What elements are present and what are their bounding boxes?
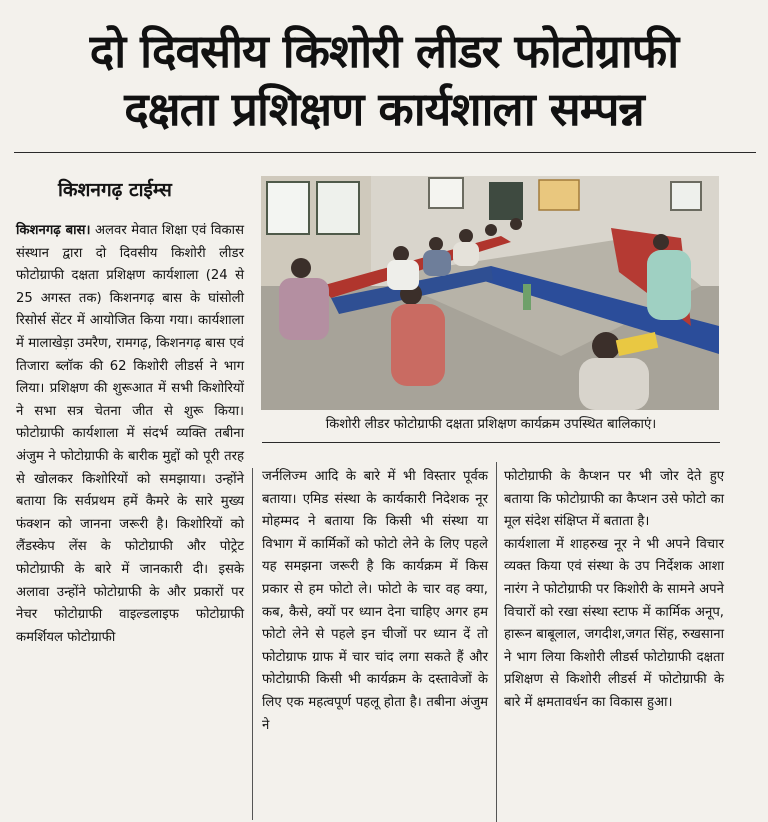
column-divider bbox=[252, 468, 253, 820]
column-divider bbox=[496, 462, 497, 822]
workshop-photo bbox=[261, 176, 719, 410]
article-paragraph: फोटोग्राफी के कैप्शन पर भी जोर देते हुए बताया कि फोटोग्राफी का कैप्शन उसे फोटो का मूल संदेश संक्षिप्त में बताता है। bbox=[504, 469, 724, 530]
headline bbox=[14, 22, 754, 138]
article-paragraph: अलवर मेवात शिक्षा एवं विकास संस्थान द्वारा दो दिवसीय किशोरी लीडर फोटोग्राफी दक्षता प्रशिक्षण कार्यशाला (24 से 25 अगस्त तक) किशनगढ़ बास के घांसोली रिसोर्स सेंटर में आयोजित किया गया। कार्यशाला में मालाखेड़ा उमरैण, रामगढ़, किशनगढ़ बास एवं तिजारा ब्लॉक की 62 किशोरी लीडर्स ने भाग लिया। प्रशिक्षण की शुरूआत में सभी किशोरियों ने सभा सत्र चेतना जीत से शुरू किया। फोटोग्राफी कार्यशाला में संदर्भ व्यक्ति तबीना अंजुम ने फोटोग्राफी के बारीक मुद्दों को पूरी तरह से खोलकर किशोरियों को समझाया। उन्होंने बताया कि सर्वप्रथम हमें कैमरे के सारे मुख्य फंक्शन को जानना जरूरी है। किशोरियों को लैंडस्केप लेंस के फोटोग्राफी और पोट्रेट फोटोग्राफी के बारे में जानकारी दी। इसके अलावा उन्होंने फोटोग्राफी के और प्रकारों पर नेचर फोटोग्राफी वाइल्डलाइफ फोटोग्राफी कमर्शियल फोटोग्राफी bbox=[16, 223, 244, 645]
article-column-2 bbox=[262, 466, 488, 737]
headline-divider bbox=[14, 152, 756, 153]
article-paragraph: कार्यशाला में शाहरुख नूर ने भी अपने विचार व्यक्त किया एवं संस्था के उप निर्देशक आशा नारंग ने फोटोग्राफी पर किशोरी के सामने अपने विचारों को रखा संस्था स्टाफ में कार्मिक अनूप, हारून बाबूलाल, जगदीश,जगत सिंह, रुखसाना ने भाग लिया किशोरी लीडर्स फोटोग्राफी दक्षता प्रशिक्षण से किशोरी लीडर्स में फोटोग्राफी के बारे में क्षमतावर्धन का विकास हुआ। bbox=[504, 536, 724, 710]
dateline: किशनगढ़ बास। bbox=[16, 223, 91, 238]
caption-divider bbox=[262, 442, 720, 443]
workshop-photo-illustration bbox=[261, 176, 719, 410]
article-column-3 bbox=[504, 466, 724, 715]
photo-caption: किशोरी लीडर फोटोग्राफी दक्षता प्रशिक्षण कार्यक्रम उपस्थित बालिकाएं। bbox=[325, 417, 657, 432]
headline-line-1: दो दिवसीय किशोरी लीडर फोटोग्राफी bbox=[89, 24, 679, 78]
byline: किशनगढ़ टाईम्स bbox=[58, 179, 172, 201]
article-paragraph: जर्नलिज्म आदि के बारे में भी विस्तार पूर्वक बताया। एमिड संस्था के कार्यकारी निदेशक नूर मोहम्मद ने बताया कि किसी भी संस्था या विभाग में कार्मिकों को फोटो लेने के लिए पहले यह समझना जरूरी है कि कार्यक्रम में किस प्रकार से हम फोटो ले। फोटो के चार वह क्या, कब, कैसे, क्यों पर ध्यान देना चाहिए अगर हम फोटो लेने से पहले इन चीजों पर ध्यान दें तो फोटोग्राफ ग्राफ में चार चांद लगा सकते हैं और फोटोग्राफी किसी भी कार्यक्रम के दस्तावेजों के लिए एक महत्वपूर्ण पहलू होता है। तबीना अंजुम ने bbox=[262, 469, 488, 733]
headline-line-2: दक्षता प्रशिक्षण कार्यशाला सम्पन्न bbox=[124, 82, 644, 136]
article-column-1 bbox=[16, 220, 244, 649]
